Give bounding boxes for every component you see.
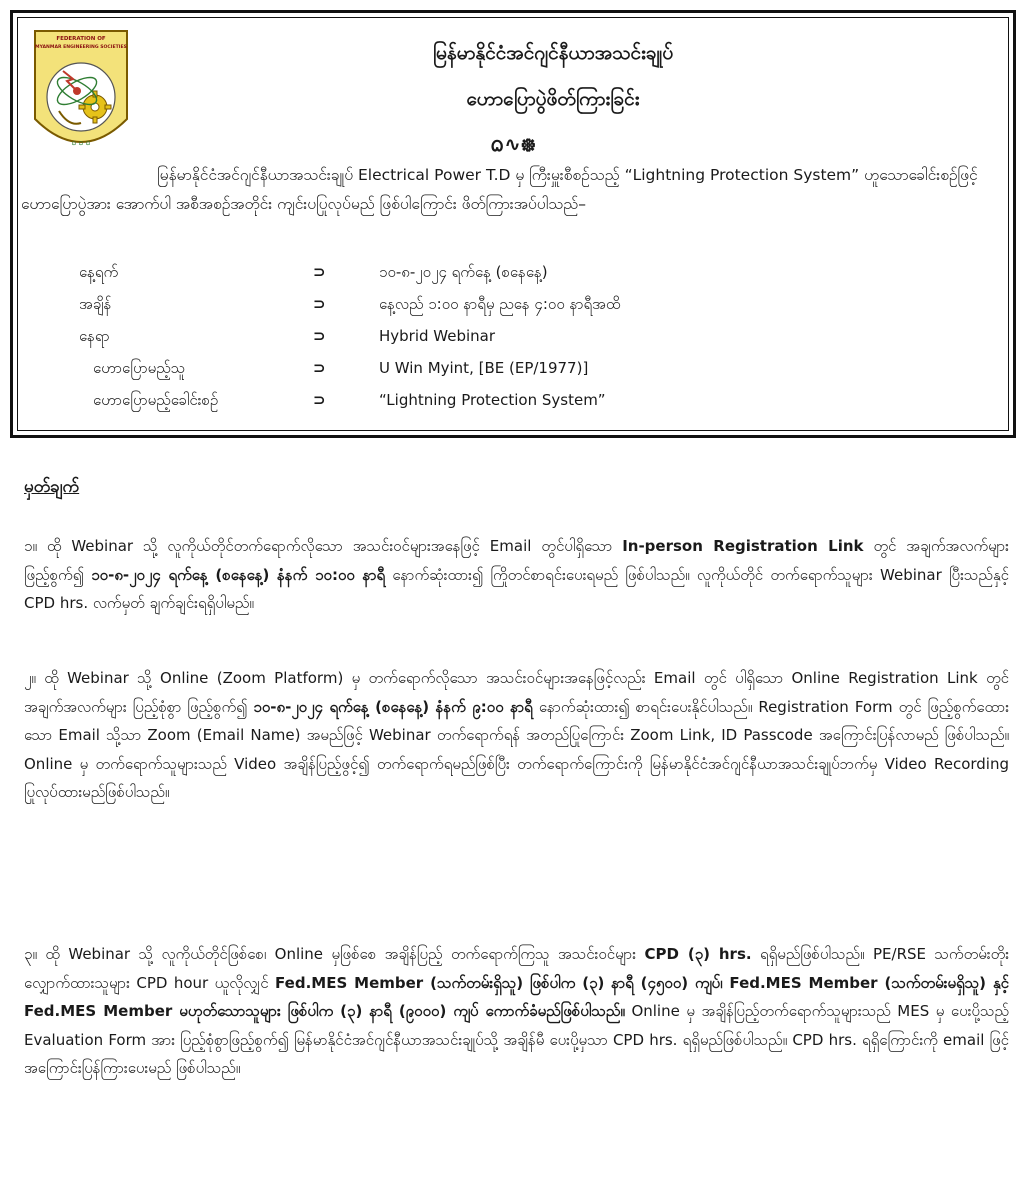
event-details	[79, 263, 979, 423]
note-3	[24, 940, 1009, 1083]
note-text: တွင် အချက်အလက်များ ဖြည့်စွက်၍	[24, 537, 1009, 584]
intro-text: မြန်မာနိုင်ငံအင်ဂျင်နီယာအသင်းချုပ် Electrical Power T.D မှ ကြီးမှူးစီစဉ်သည့် “Lightning Protection System” ဟူသောခေါင်းစဉ်ဖြင့် ဟောပြောပွဲအား အောက်ပါ အစီအစဉ်အတိုင်း ကျင်းပပြုလုပ်မည် ဖြစ်ပါကြောင်း ဖိတ်ကြားအပ်ပါသည်–	[21, 166, 978, 213]
detail-value: Hybrid Webinar	[379, 327, 496, 345]
detail-label: ဟောပြောမည့်သူ	[93, 359, 186, 377]
detail-row-venue	[79, 327, 979, 359]
detail-separator: ⊃	[313, 327, 326, 345]
ornament: ᨵ∿᪥	[490, 132, 536, 156]
notes-heading: မှတ်ချက်	[24, 477, 80, 497]
detail-row-date	[79, 263, 979, 295]
note-emphasis: ၁၀-၈-၂၀၂၄ ရက်နေ့ (စနေနေ့) နံနက် ၁၀:၀၀ နာရီ	[91, 565, 386, 584]
svg-text:MYANMAR ENGINEERING SOCIETIES: MYANMAR ENGINEERING SOCIETIES	[35, 45, 127, 50]
detail-label: အချိန်	[79, 295, 112, 313]
detail-label: နေရာ	[79, 327, 110, 345]
note-emphasis: In-person Registration Link	[622, 537, 864, 555]
note-1	[24, 532, 1009, 618]
detail-value: U Win Myint, [BE (EP/1977)]	[379, 359, 589, 377]
intro-paragraph	[21, 161, 1005, 219]
detail-separator: ⊃	[313, 295, 326, 313]
note-text: Online မှ အချိန်ပြည့်တက်ရောက်သူများသည် MES မှ ပေးပို့သည့် Evaluation Form အား ပြည့်စုံစွာဖြည့်စွက်၍ မြန်မာနိုင်ငံအင်ဂျင်နီယာအသင်းချုပ်သို့ အချိန်မီ ပေးပို့မှသာ CPD hrs. ရရှိမည်ဖြစ်ပါသည်။ CPD hrs. ရရှိကြောင်းကို email ဖြင့် အကြောင်းပြန်ကြားပေးမည် ဖြစ်ပါသည်။	[24, 1002, 1009, 1077]
detail-separator: ⊃	[313, 391, 326, 409]
detail-label: နေ့ရက်	[79, 263, 119, 281]
notice-title: ဟောပြောပွဲဖိတ်ကြားခြင်း	[466, 88, 640, 110]
detail-row-topic	[79, 391, 979, 423]
svg-text:FEDERATION OF: FEDERATION OF	[56, 36, 106, 42]
svg-text:ᨵ ᨵ ᨵ: ᨵ ᨵ ᨵ	[71, 139, 91, 147]
detail-value: နေ့လည် ၁:၀၀ နာရီမှ ညနေ ၄:၀၀ နာရီအထိ	[379, 295, 621, 313]
detail-value: “Lightning Protection System”	[379, 391, 606, 409]
note-text: ၁။ ထို Webinar သို့ လူကိုယ်တိုင်တက်ရောက်လိုသော အသင်းဝင်များအနေဖြင့် Email တွင်ပါရှိသော	[24, 537, 623, 555]
detail-row-speaker	[79, 359, 979, 391]
note-emphasis: Fed.MES Member (သက်တမ်းရှိသူ) ဖြစ်ပါက (၃) နာရီ (၄၅၀၀) ကျပ်၊ Fed.MES Member (သက်တမ်းမရှိသူ) နှင့် Fed.MES Member မဟုတ်သောသူများ ဖြစ်ပါက (၃) နာရီ (၉၀၀၀) ကျပ် ကောက်ခံမည်ဖြစ်ပါသည်။	[24, 973, 1009, 1020]
note-text: ၃။ ထို Webinar သို့ လူကိုယ်တိုင်ဖြစ်စေ၊ Online မှဖြစ်စေ အချိန်ပြည့် တက်ရောက်ကြသူ အသင်းဝင်များ	[24, 945, 645, 963]
note-text: ရရှိမည်ဖြစ်ပါသည်။ PE/RSE သက်တမ်းတိုးလျှောက်ထားသူများ CPD hour ယူလိုလျှင်	[24, 945, 1010, 992]
detail-value: ၁၀-၈-၂၀၂၄ ရက်နေ့ (စနေနေ့)	[379, 263, 548, 281]
detail-label: ဟောပြောမည့်ခေါင်းစဉ်	[93, 391, 219, 409]
note-text: ၂။ ထို Webinar သို့ Online (Zoom Platform) မှ တက်ရောက်လိုသော အသင်းဝင်များအနေဖြင့်လည်း Email တွင် ပါရှိသော Online Registration Link တွင် အချက်အလက်များ ပြည့်စုံစွာ ဖြည့်စွက်၍	[24, 669, 1009, 716]
announcement-frame	[10, 10, 1016, 438]
detail-separator: ⊃	[313, 263, 326, 281]
org-title: မြန်မာနိုင်ငံအင်ဂျင်နီယာအသင်းချုပ်	[432, 42, 674, 64]
note-text: နောက်ဆုံးထား၍ စာရင်းပေးနိုင်ပါသည်။ Registration Form တွင် ဖြည့်စွက်ထေားသော Email သို့သာ Zoom (Email Name) အမည်ဖြင့် Webinar တက်ရောက်ရန် အတည်ပြုကြောင်း Zoom Link, ID Passcode အကြောင်းပြန်လာမည် ဖြစ်ပါသည်။ Online မှ တက်ရောက်သူများသည် Video အချိန်ပြည့်ဖွင့်၍ တက်ရောက်ရမည်ဖြစ်ပြီး တက်ရောက်ကြောင်းကို မြန်မာနိုင်ငံအင်ဂျင်နီယာအသင်းချုပ်ဘက်မှ Video Recording ပြုလုပ်ထားမည်ဖြစ်ပါသည်။	[24, 697, 1009, 801]
note-2	[24, 664, 1009, 807]
detail-row-time	[79, 295, 979, 327]
note-emphasis: ၁၀-၈-၂၀၂၄ ရက်နေ့ (စနေနေ့) နံနက် ၉:၀၀ နာရီ	[253, 697, 533, 716]
detail-separator: ⊃	[313, 359, 326, 377]
note-emphasis: CPD (၃) hrs.	[644, 945, 752, 963]
note-text: နောက်ဆုံးထား၍ ကြိုတင်စာရင်းပေးရမည် ဖြစ်ပါသည်။ လူကိုယ်တိုင် တက်ရောက်သူများ Webinar ပြီးသည်နှင့် CPD hrs. လက်မှတ် ချက်ချင်းရရှိပါမည်။	[24, 565, 1009, 612]
